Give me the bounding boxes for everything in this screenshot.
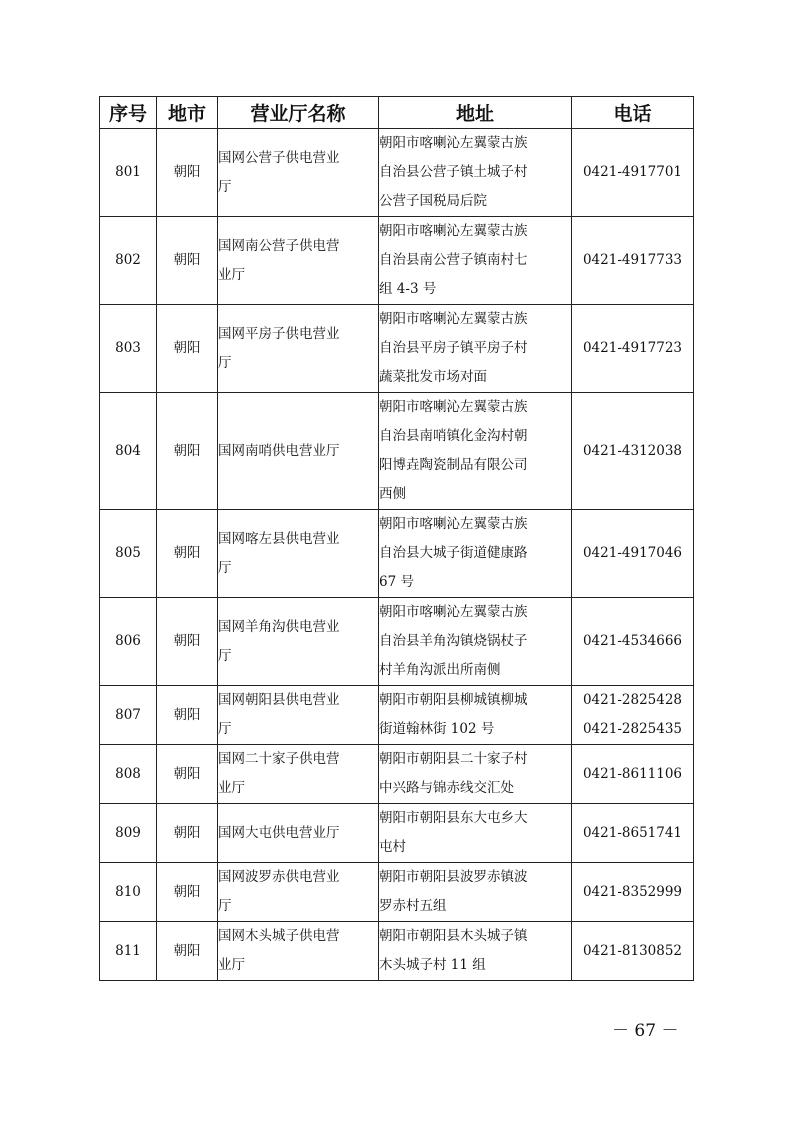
hall-name-cell-line: 国网木头城子供电营 xyxy=(218,928,340,944)
phone-cell-line: 0421-2825428 xyxy=(582,692,683,708)
hall-name-cell-line: 厅 xyxy=(218,559,232,576)
address-cell xyxy=(379,686,572,745)
address-cell xyxy=(379,129,572,217)
address-cell-line: 村羊角沟派出所南侧 xyxy=(379,662,501,678)
serial-cell: 808 xyxy=(100,745,157,804)
table-row xyxy=(100,305,694,393)
hall-name-cell-line: 国网南哨供电营业厅 xyxy=(218,442,340,459)
hall-name-cell xyxy=(218,863,379,922)
table-row xyxy=(100,863,694,922)
serial-cell: 810 xyxy=(100,863,157,922)
table-row xyxy=(100,598,694,686)
address-cell-line: 朝阳市喀喇沁左翼蒙古族 xyxy=(379,516,528,532)
phone-cell xyxy=(572,598,694,686)
hall-name-cell-line: 业厅 xyxy=(218,780,245,796)
address-cell-line: 朝阳市朝阳县柳城镇柳城 xyxy=(379,692,528,708)
address-cell-line: 街道翰林街 102 号 xyxy=(379,721,495,737)
phone-cell xyxy=(572,745,694,804)
address-cell-line: 自治县南公营子镇南村七 xyxy=(379,252,528,268)
address-cell-line: 朝阳市喀喇沁左翼蒙古族 xyxy=(379,311,528,327)
hall-name-cell-line: 厅 xyxy=(218,721,232,737)
city-cell: 朝阳 xyxy=(157,598,218,686)
page-number: － 67 － xyxy=(612,1021,679,1041)
hall-name-cell-line: 国网公营子供电营业 xyxy=(218,149,340,166)
hall-name-cell-line: 业厅 xyxy=(218,266,245,283)
address-cell xyxy=(379,217,572,305)
city-cell: 朝阳 xyxy=(157,922,218,981)
phone-cell xyxy=(572,305,694,393)
hall-name-cell xyxy=(218,305,379,393)
serial-cell: 805 xyxy=(100,510,157,598)
table-header-row xyxy=(100,97,694,129)
serial-cell: 811 xyxy=(100,922,157,981)
hall-name-cell xyxy=(218,598,379,686)
address-cell-line: 朝阳市喀喇沁左翼蒙古族 xyxy=(379,399,528,415)
hall-name-cell-line: 国网平房子供电营业 xyxy=(218,325,340,342)
hall-name-cell-line: 国网南公营子供电营 xyxy=(218,237,340,254)
phone-cell-line: 0421-8651741 xyxy=(582,824,683,841)
phone-cell xyxy=(572,217,694,305)
phone-cell-line: 0421-8611106 xyxy=(582,765,683,782)
header-city: 地市 xyxy=(157,97,218,129)
phone-cell-line: 0421-4312038 xyxy=(582,442,683,459)
address-cell-line: 朝阳市喀喇沁左翼蒙古族 xyxy=(379,604,528,620)
hall-name-cell-line: 国网二十家子供电营 xyxy=(218,751,340,767)
table-row xyxy=(100,745,694,804)
header-address: 地址 xyxy=(379,97,572,129)
serial-cell: 804 xyxy=(100,393,157,510)
address-cell xyxy=(379,745,572,804)
table-row xyxy=(100,686,694,745)
address-cell xyxy=(379,863,572,922)
header-phone: 电话 xyxy=(572,97,694,129)
address-cell-line: 阳博垚陶瓷制品有限公司 xyxy=(379,457,528,473)
city-cell: 朝阳 xyxy=(157,129,218,217)
phone-cell xyxy=(572,922,694,981)
address-cell-line: 朝阳市朝阳县木头城子镇 xyxy=(379,928,528,944)
hall-name-cell xyxy=(218,922,379,981)
hall-name-cell-line: 国网喀左县供电营业 xyxy=(218,530,340,547)
address-cell-line: 朝阳市朝阳县二十家子村 xyxy=(379,751,528,767)
address-cell-line: 组 4-3 号 xyxy=(379,281,437,297)
hall-name-cell xyxy=(218,804,379,863)
serial-cell: 802 xyxy=(100,217,157,305)
hall-name-cell-line: 国网朝阳县供电营业 xyxy=(218,692,340,708)
address-cell-line: 罗赤村五组 xyxy=(379,898,447,914)
phone-cell xyxy=(572,863,694,922)
address-cell-line: 67 号 xyxy=(379,574,414,590)
phone-cell xyxy=(572,129,694,217)
address-cell-line: 朝阳市喀喇沁左翼蒙古族 xyxy=(379,223,528,239)
phone-cell-line: 0421-2825435 xyxy=(582,721,683,737)
serial-cell: 807 xyxy=(100,686,157,745)
table-row xyxy=(100,217,694,305)
address-cell-line: 自治县平房子镇平房子村 xyxy=(379,340,528,356)
address-cell-line: 木头城子村 11 组 xyxy=(379,957,486,973)
phone-cell-line: 0421-8352999 xyxy=(582,883,683,900)
table-row xyxy=(100,510,694,598)
city-cell: 朝阳 xyxy=(157,217,218,305)
hall-name-cell-line: 国网大屯供电营业厅 xyxy=(218,824,340,841)
hall-name-cell xyxy=(218,686,379,745)
phone-cell xyxy=(572,393,694,510)
address-cell xyxy=(379,393,572,510)
table-body xyxy=(100,129,694,981)
hall-name-cell-line: 厅 xyxy=(218,354,232,371)
table-row xyxy=(100,922,694,981)
city-cell: 朝阳 xyxy=(157,863,218,922)
address-cell xyxy=(379,804,572,863)
city-cell: 朝阳 xyxy=(157,393,218,510)
phone-cell-line: 0421-8130852 xyxy=(582,942,683,959)
address-cell-line: 屯村 xyxy=(379,839,406,855)
table-row xyxy=(100,393,694,510)
hall-name-cell xyxy=(218,510,379,598)
phone-cell xyxy=(572,686,694,745)
phone-cell-line: 0421-4917046 xyxy=(582,545,683,561)
address-cell-line: 自治县大城子街道健康路 xyxy=(379,545,528,561)
address-cell-line: 朝阳市朝阳县东大屯乡大 xyxy=(379,810,528,826)
city-cell: 朝阳 xyxy=(157,745,218,804)
address-cell-line: 中兴路与锦赤线交汇处 xyxy=(379,780,514,796)
hall-name-cell xyxy=(218,745,379,804)
address-cell xyxy=(379,510,572,598)
address-cell-line: 自治县公营子镇土城子村 xyxy=(379,164,528,180)
hall-name-cell-line: 厅 xyxy=(218,647,232,664)
serial-cell: 806 xyxy=(100,598,157,686)
serial-cell: 809 xyxy=(100,804,157,863)
address-cell-line: 自治县南哨镇化金沟村朝 xyxy=(379,428,528,444)
hall-name-cell-line: 国网波罗赤供电营业 xyxy=(218,869,340,885)
table-row xyxy=(100,804,694,863)
table-row xyxy=(100,129,694,217)
phone-cell xyxy=(572,510,694,598)
address-cell-line: 朝阳市喀喇沁左翼蒙古族 xyxy=(379,135,528,151)
hall-name-cell-line: 厅 xyxy=(218,178,232,195)
address-cell-line: 蔬菜批发市场对面 xyxy=(379,369,487,385)
phone-cell-line: 0421-4917733 xyxy=(582,252,683,268)
phone-cell-line: 0421-4917701 xyxy=(582,164,683,180)
service-hall-table xyxy=(99,96,694,981)
hall-name-cell xyxy=(218,129,379,217)
city-cell: 朝阳 xyxy=(157,510,218,598)
hall-name-cell-line: 厅 xyxy=(218,898,232,914)
phone-cell xyxy=(572,804,694,863)
city-cell: 朝阳 xyxy=(157,804,218,863)
address-cell-line: 公营子国税局后院 xyxy=(379,193,487,209)
hall-name-cell xyxy=(218,393,379,510)
hall-name-cell xyxy=(218,217,379,305)
address-cell-line: 西侧 xyxy=(379,486,406,502)
city-cell: 朝阳 xyxy=(157,686,218,745)
header-hall-name: 营业厅名称 xyxy=(218,97,379,129)
address-cell xyxy=(379,922,572,981)
serial-cell: 803 xyxy=(100,305,157,393)
phone-cell-line: 0421-4917723 xyxy=(582,340,683,356)
address-cell xyxy=(379,598,572,686)
hall-name-cell-line: 国网羊角沟供电营业 xyxy=(218,618,340,635)
header-serial: 序号 xyxy=(100,97,157,129)
hall-name-cell-line: 业厅 xyxy=(218,957,245,973)
address-cell-line: 自治县羊角沟镇烧锅杖子 xyxy=(379,633,528,649)
city-cell: 朝阳 xyxy=(157,305,218,393)
address-cell xyxy=(379,305,572,393)
phone-cell-line: 0421-4534666 xyxy=(582,633,683,649)
address-cell-line: 朝阳市朝阳县波罗赤镇波 xyxy=(379,869,528,885)
serial-cell: 801 xyxy=(100,129,157,217)
